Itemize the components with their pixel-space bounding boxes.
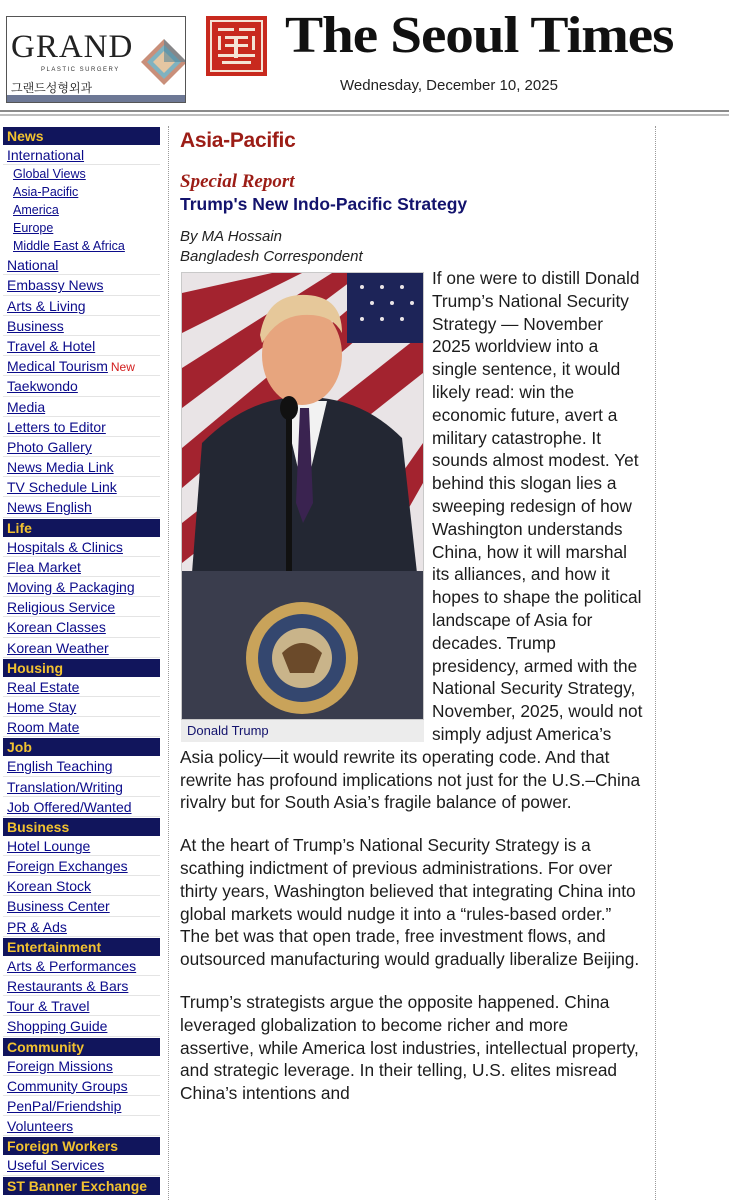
sidebar-section-housing[interactable]: Housing (3, 659, 160, 677)
photo-caption: Donald Trump (181, 720, 424, 742)
right-column-divider (655, 126, 657, 1200)
sidebar-item-translation-writing[interactable] (3, 777, 160, 797)
sidebar-link[interactable]: Embassy News (7, 277, 104, 294)
article-paragraph: Trump’s strategists argue the opposite happened. China leveraged globalization to become richer and more assertive, while America lost industries, intellectual property, and strategic leverage. In their telling, U.S. elites misread China’s intentions and (180, 991, 639, 1104)
sidebar-section-st-banner-exchange[interactable]: ST Banner Exchange (3, 1177, 160, 1195)
section-title[interactable]: Asia-Pacific (180, 129, 296, 152)
sidebar-link[interactable]: Translation/Writing (7, 778, 123, 795)
sidebar-item-korean-stock[interactable] (3, 876, 160, 896)
sidebar-link[interactable]: Arts & Living (7, 297, 86, 314)
ad-gem-icon (139, 37, 186, 87)
sidebar-link[interactable]: Restaurants & Bars (7, 978, 129, 994)
sidebar-section-community[interactable]: Community (3, 1038, 160, 1056)
sidebar-link[interactable]: Business (7, 317, 64, 334)
sidebar-item-taekwondo[interactable] (3, 376, 160, 396)
sidebar-link[interactable]: Foreign Exchanges (7, 858, 128, 875)
sidebar-link[interactable]: Flea Market (7, 558, 81, 575)
sidebar-link[interactable]: Travel & Hotel (7, 337, 96, 354)
sidebar-item-english-teaching[interactable] (3, 756, 160, 776)
sidebar-link[interactable]: English Teaching (7, 758, 113, 775)
sidebar-link[interactable]: Global Views (13, 167, 86, 182)
site-header (0, 0, 729, 118)
sidebar-item-letters-to-editor[interactable] (3, 417, 160, 437)
sidebar-section-life[interactable]: Life (3, 519, 160, 537)
ad-brand: GRAND (11, 29, 134, 65)
sidebar-item-news-media-link[interactable] (3, 457, 160, 477)
sidebar-item-foreign-exchanges[interactable] (3, 856, 160, 876)
sidebar-item-news-english[interactable] (3, 497, 160, 517)
sidebar-link[interactable]: Asia-Pacific (13, 185, 79, 200)
sidebar-link[interactable]: Useful Services (7, 1157, 105, 1174)
article (180, 126, 645, 1105)
article-photo[interactable] (181, 272, 424, 742)
sidebar-item-travel-hotel[interactable] (3, 336, 160, 356)
sidebar-link[interactable]: Media (7, 398, 46, 415)
sidebar-item-hotel-lounge[interactable] (3, 836, 160, 856)
sidebar-item-moving-packaging[interactable] (3, 577, 160, 597)
sidebar-link[interactable]: Business Center (7, 898, 110, 915)
article-headline: Trump's New Indo-Pacific Strategy (180, 194, 468, 214)
sidebar-item-arts-living[interactable] (3, 296, 160, 316)
sidebar-link[interactable]: Room Mate (7, 719, 80, 736)
sidebar-item-pr-ads[interactable] (3, 917, 160, 937)
sidebar-link[interactable]: Korean Stock (7, 878, 92, 895)
sidebar-item-community-groups[interactable] (3, 1076, 160, 1096)
header-rule (0, 110, 729, 112)
sidebar-item-asia-pacific[interactable] (3, 183, 160, 201)
sidebar-item-tv-schedule-link[interactable] (3, 477, 160, 497)
sidebar-item-real-estate[interactable] (3, 677, 160, 697)
sidebar-link[interactable]: Home Stay (7, 698, 77, 715)
photo-frame (181, 272, 424, 720)
sidebar-link[interactable]: Letters to Editor (7, 418, 106, 435)
sidebar-item-korean-classes[interactable] (3, 617, 160, 637)
sidebar-divider (168, 126, 170, 1200)
sidebar-item-national[interactable] (3, 255, 160, 275)
sidebar-section-job[interactable]: Job (3, 738, 160, 756)
sidebar-link[interactable]: Job Offered/Wanted (7, 798, 132, 815)
sidebar-item-business-center[interactable] (3, 896, 160, 916)
header-rule (0, 114, 729, 116)
sidebar-link[interactable]: News English (7, 499, 92, 516)
sidebar-link[interactable]: Medical Tourism (7, 358, 108, 375)
sidebar-link[interactable]: Tour & Travel (7, 998, 90, 1015)
seoul-times-seal-logo[interactable] (206, 16, 267, 76)
sidebar-item-america[interactable] (3, 201, 160, 219)
sidebar-section-entertainment[interactable]: Entertainment (3, 938, 160, 956)
sidebar-section-news[interactable]: News (3, 127, 160, 145)
author-role: Bangladesh Correspondent (180, 248, 363, 265)
article-paragraph: At the heart of Trump’s National Security Strategy is a scathing indictment of previous administrations. For over thirty years, Washington believed that integrating China into global markets would nudge it into a “rules-based order.” The bet was that open trade, free investment flows, and outsourced manufacturing would gradually liberalize Beijing. (180, 835, 640, 970)
sidebar-link[interactable]: Middle East & Africa (13, 239, 125, 254)
sidebar-item-media[interactable] (3, 397, 160, 417)
article-kicker: Special Report (180, 171, 295, 192)
sidebar-link[interactable]: Hotel Lounge (7, 837, 91, 854)
sidebar-link[interactable]: International (7, 147, 85, 163)
sidebar-link[interactable]: Hospitals & Clinics (7, 538, 123, 555)
sidebar-link[interactable]: Korean Classes (7, 619, 106, 636)
ad-banner[interactable] (6, 16, 186, 103)
ad-korean-text: 그랜드성형외과 (11, 81, 93, 95)
sidebar-link[interactable]: Volunteers (7, 1118, 74, 1135)
sidebar-link[interactable]: News Media Link (7, 459, 114, 476)
sidebar-item-penpal-friendship[interactable] (3, 1096, 160, 1116)
sidebar-item-medical-tourism[interactable] (3, 356, 160, 376)
sidebar-item-photo-gallery[interactable] (3, 437, 160, 457)
sidebar-link[interactable]: Shopping Guide (7, 1018, 108, 1035)
article-byline: By MA Hossain (180, 228, 282, 245)
sidebar-item-global-views[interactable] (3, 165, 160, 183)
sidebar-item-embassy-news[interactable] (3, 275, 160, 295)
sidebar-link[interactable]: America (13, 203, 59, 218)
sidebar-item-tour-travel[interactable] (3, 996, 160, 1016)
sidebar-nav (3, 126, 160, 1195)
sidebar-section-business[interactable]: Business (3, 818, 160, 836)
sidebar-link[interactable]: Arts & Performances (7, 957, 137, 974)
sidebar-item-home-stay[interactable] (3, 697, 160, 717)
article-paragraph: If one were to distill Donald Trump’s National Security Strategy — November 2025 worldview into a single sentence, it would likely read: win the economic future, avert a military catastrophe. It sounds almost modest. Yet behind this slogan lies a sweeping redesign of how Washington understands China, how it will marshal its alliances, and how it hopes to shape the political landscape of Asia for decades. Trump presidency, armed with the National Security Strategy, November, 2025, would not simply adjust America’s Asia policy—it would rewrite its operating code. And that rewrite has profound implications not just for the U.S.–China rivalry but for South Asia’s fragile balance of power. (180, 268, 643, 813)
sidebar-link[interactable]: PenPal/Friendship (7, 1097, 122, 1114)
sidebar-link[interactable]: PR & Ads (7, 918, 67, 935)
sidebar-link[interactable]: TV Schedule Link (7, 479, 117, 496)
new-badge: New (110, 360, 135, 375)
sidebar-item-business[interactable] (3, 316, 160, 336)
sidebar-item-restaurants-bars[interactable] (3, 976, 160, 996)
sidebar-section-foreign-workers[interactable]: Foreign Workers (3, 1137, 160, 1155)
sidebar-item-arts-performances[interactable] (3, 956, 160, 976)
sidebar-item-religious-service[interactable] (3, 597, 160, 617)
sidebar-item-international[interactable] (3, 145, 160, 165)
sidebar-item-volunteers[interactable] (3, 1116, 160, 1136)
sidebar-link[interactable]: Community Groups (7, 1077, 128, 1094)
sidebar-link[interactable]: Photo Gallery (7, 438, 92, 455)
sidebar-link[interactable]: Korean Weather (7, 639, 109, 656)
sidebar-link[interactable]: Real Estate (7, 678, 80, 695)
trump-podium-photo (182, 273, 423, 719)
sidebar-item-job-offered-wanted[interactable] (3, 797, 160, 817)
ad-tagline: PLASTIC SURGERY (41, 67, 120, 73)
sidebar-link[interactable]: Foreign Missions (7, 1057, 113, 1074)
current-date: Wednesday, December 10, 2025 (340, 77, 558, 94)
sidebar-link[interactable]: Religious Service (7, 599, 116, 616)
sidebar-item-korean-weather[interactable] (3, 638, 160, 658)
sidebar-item-hospitals-clinics[interactable] (3, 537, 160, 557)
masthead-title[interactable]: The Seoul Times (285, 7, 674, 64)
sidebar-item-useful-services[interactable] (3, 1155, 160, 1175)
sidebar-item-europe[interactable] (3, 219, 160, 237)
sidebar-item-middle-east-africa[interactable] (3, 237, 160, 255)
sidebar-link[interactable]: National (7, 257, 59, 274)
sidebar-item-flea-market[interactable] (3, 557, 160, 577)
ad-bottom-bar (7, 95, 185, 102)
sidebar-item-shopping-guide[interactable] (3, 1016, 160, 1036)
sidebar-link[interactable]: Taekwondo (7, 378, 78, 395)
sidebar-item-foreign-missions[interactable] (3, 1056, 160, 1076)
sidebar-link[interactable]: Moving & Packaging (7, 579, 135, 595)
sidebar-link[interactable]: Europe (13, 221, 54, 236)
sidebar-item-room-mate[interactable] (3, 717, 160, 737)
